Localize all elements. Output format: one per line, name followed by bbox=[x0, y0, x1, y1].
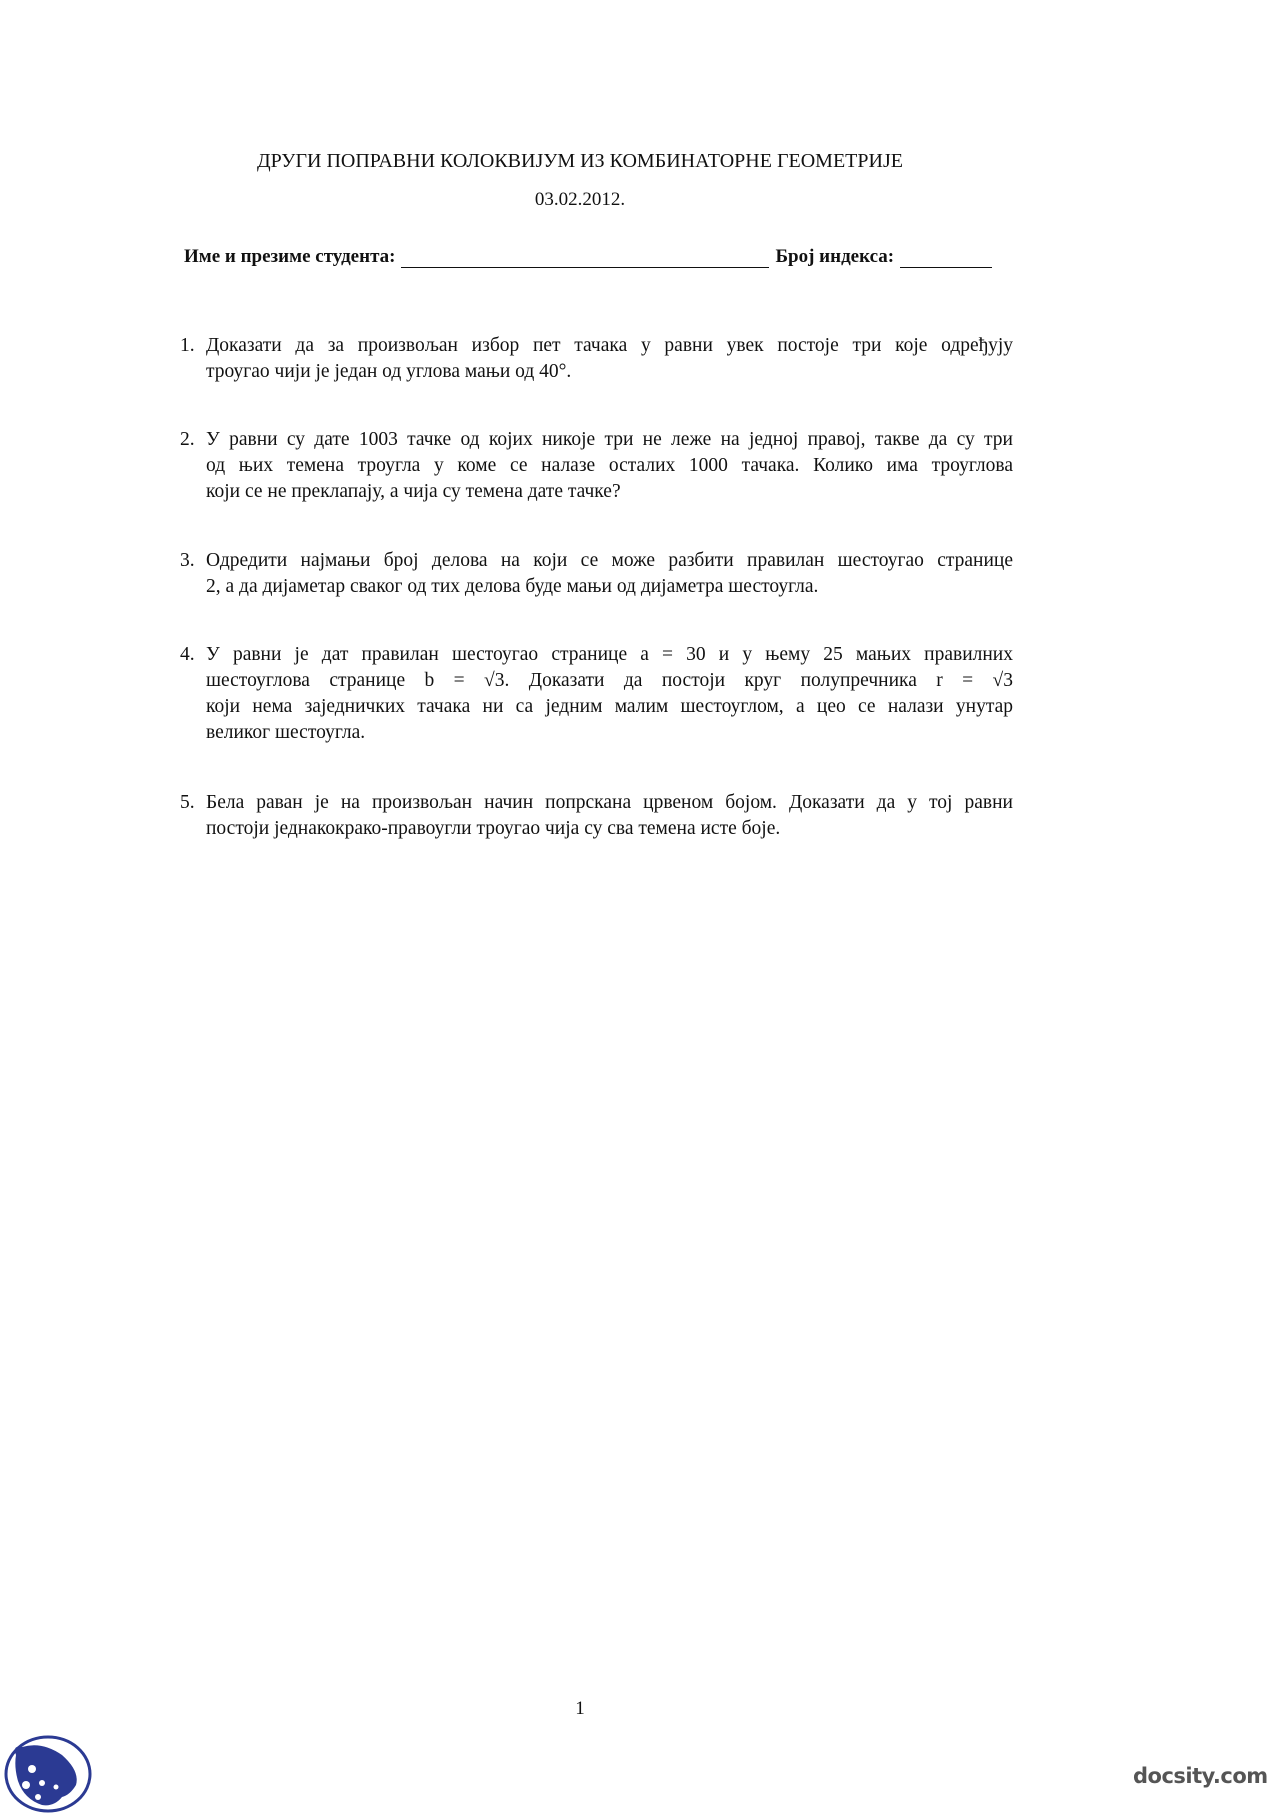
problem-text-line: троугао чији је један од углова мањи од 40°. bbox=[206, 361, 572, 382]
problem-text-line: 2, а да дијаметар сваког од тих делова буде мањи од дијаметра шестоугла. bbox=[206, 576, 819, 597]
student-name-label: Име и презиме студента: bbox=[184, 246, 396, 267]
problem-text-line: Бела раван је на произвољан начин попрскана црвеном бојом. Доказати да у тој равни bbox=[206, 792, 1013, 813]
problem-number: 1. bbox=[180, 335, 195, 356]
index-number-blank bbox=[900, 249, 992, 268]
problem-text-line: који се не преклапају, а чија су темена дате тачке? bbox=[206, 481, 621, 502]
student-name-blank bbox=[401, 249, 769, 268]
problem-text-line: шестоуглова странице b = √3. Доказати да постоји круг полупречника r = √3 bbox=[206, 670, 1013, 691]
docsity-watermark: docsity.com bbox=[1133, 1764, 1268, 1788]
index-number-label: Број индекса: bbox=[775, 246, 895, 267]
student-info-row bbox=[184, 246, 1014, 268]
problem-item bbox=[180, 427, 1013, 505]
problem-number: 4. bbox=[180, 644, 195, 665]
problem-text-line: У равни су дате 1003 тачке од којих никоје три не леже на једној правој, такве да су три bbox=[206, 429, 1013, 450]
page-number: 1 bbox=[575, 1698, 585, 1719]
docsity-logo-icon bbox=[2, 1733, 94, 1818]
problem-number: 2. bbox=[180, 429, 195, 450]
exam-title: ДРУГИ ПОПРАВНИ КОЛОКВИЈУМ ИЗ КОМБИНАТОРНЕ ГЕОМЕТРИЈЕ bbox=[257, 150, 903, 172]
problem-item bbox=[180, 333, 1013, 385]
problem-text-line: Одредити најмањи број делова на који се може разбити правилан шестоугао странице bbox=[206, 550, 1013, 571]
problem-number: 5. bbox=[180, 792, 195, 813]
problem-item bbox=[180, 548, 1013, 600]
problem-item bbox=[180, 642, 1013, 746]
problem-text-line: великог шестоугла. bbox=[206, 722, 366, 743]
exam-date: 03.02.2012. bbox=[534, 189, 626, 210]
problem-text-line: који нема заједничких тачака ни са једним малим шестоуглом, а цео се налази унутар bbox=[206, 696, 1013, 717]
problem-text-line: У равни је дат правилан шестоугао странице a = 30 и у њему 25 мањих правилних bbox=[206, 644, 1013, 665]
problem-item bbox=[180, 790, 1013, 842]
problem-number: 3. bbox=[180, 550, 195, 571]
problem-text-line: Доказати да за произвољан избор пет тачака у равни увек постоје три које одређују bbox=[206, 335, 1013, 356]
problem-text-line: постоји једнакокрако-правоугли троугао чија су сва темена исте боје. bbox=[206, 818, 781, 839]
problem-text-line: од њих темена троугла у коме се налазе осталих 1000 тачака. Колико има троуглова bbox=[206, 455, 1013, 476]
